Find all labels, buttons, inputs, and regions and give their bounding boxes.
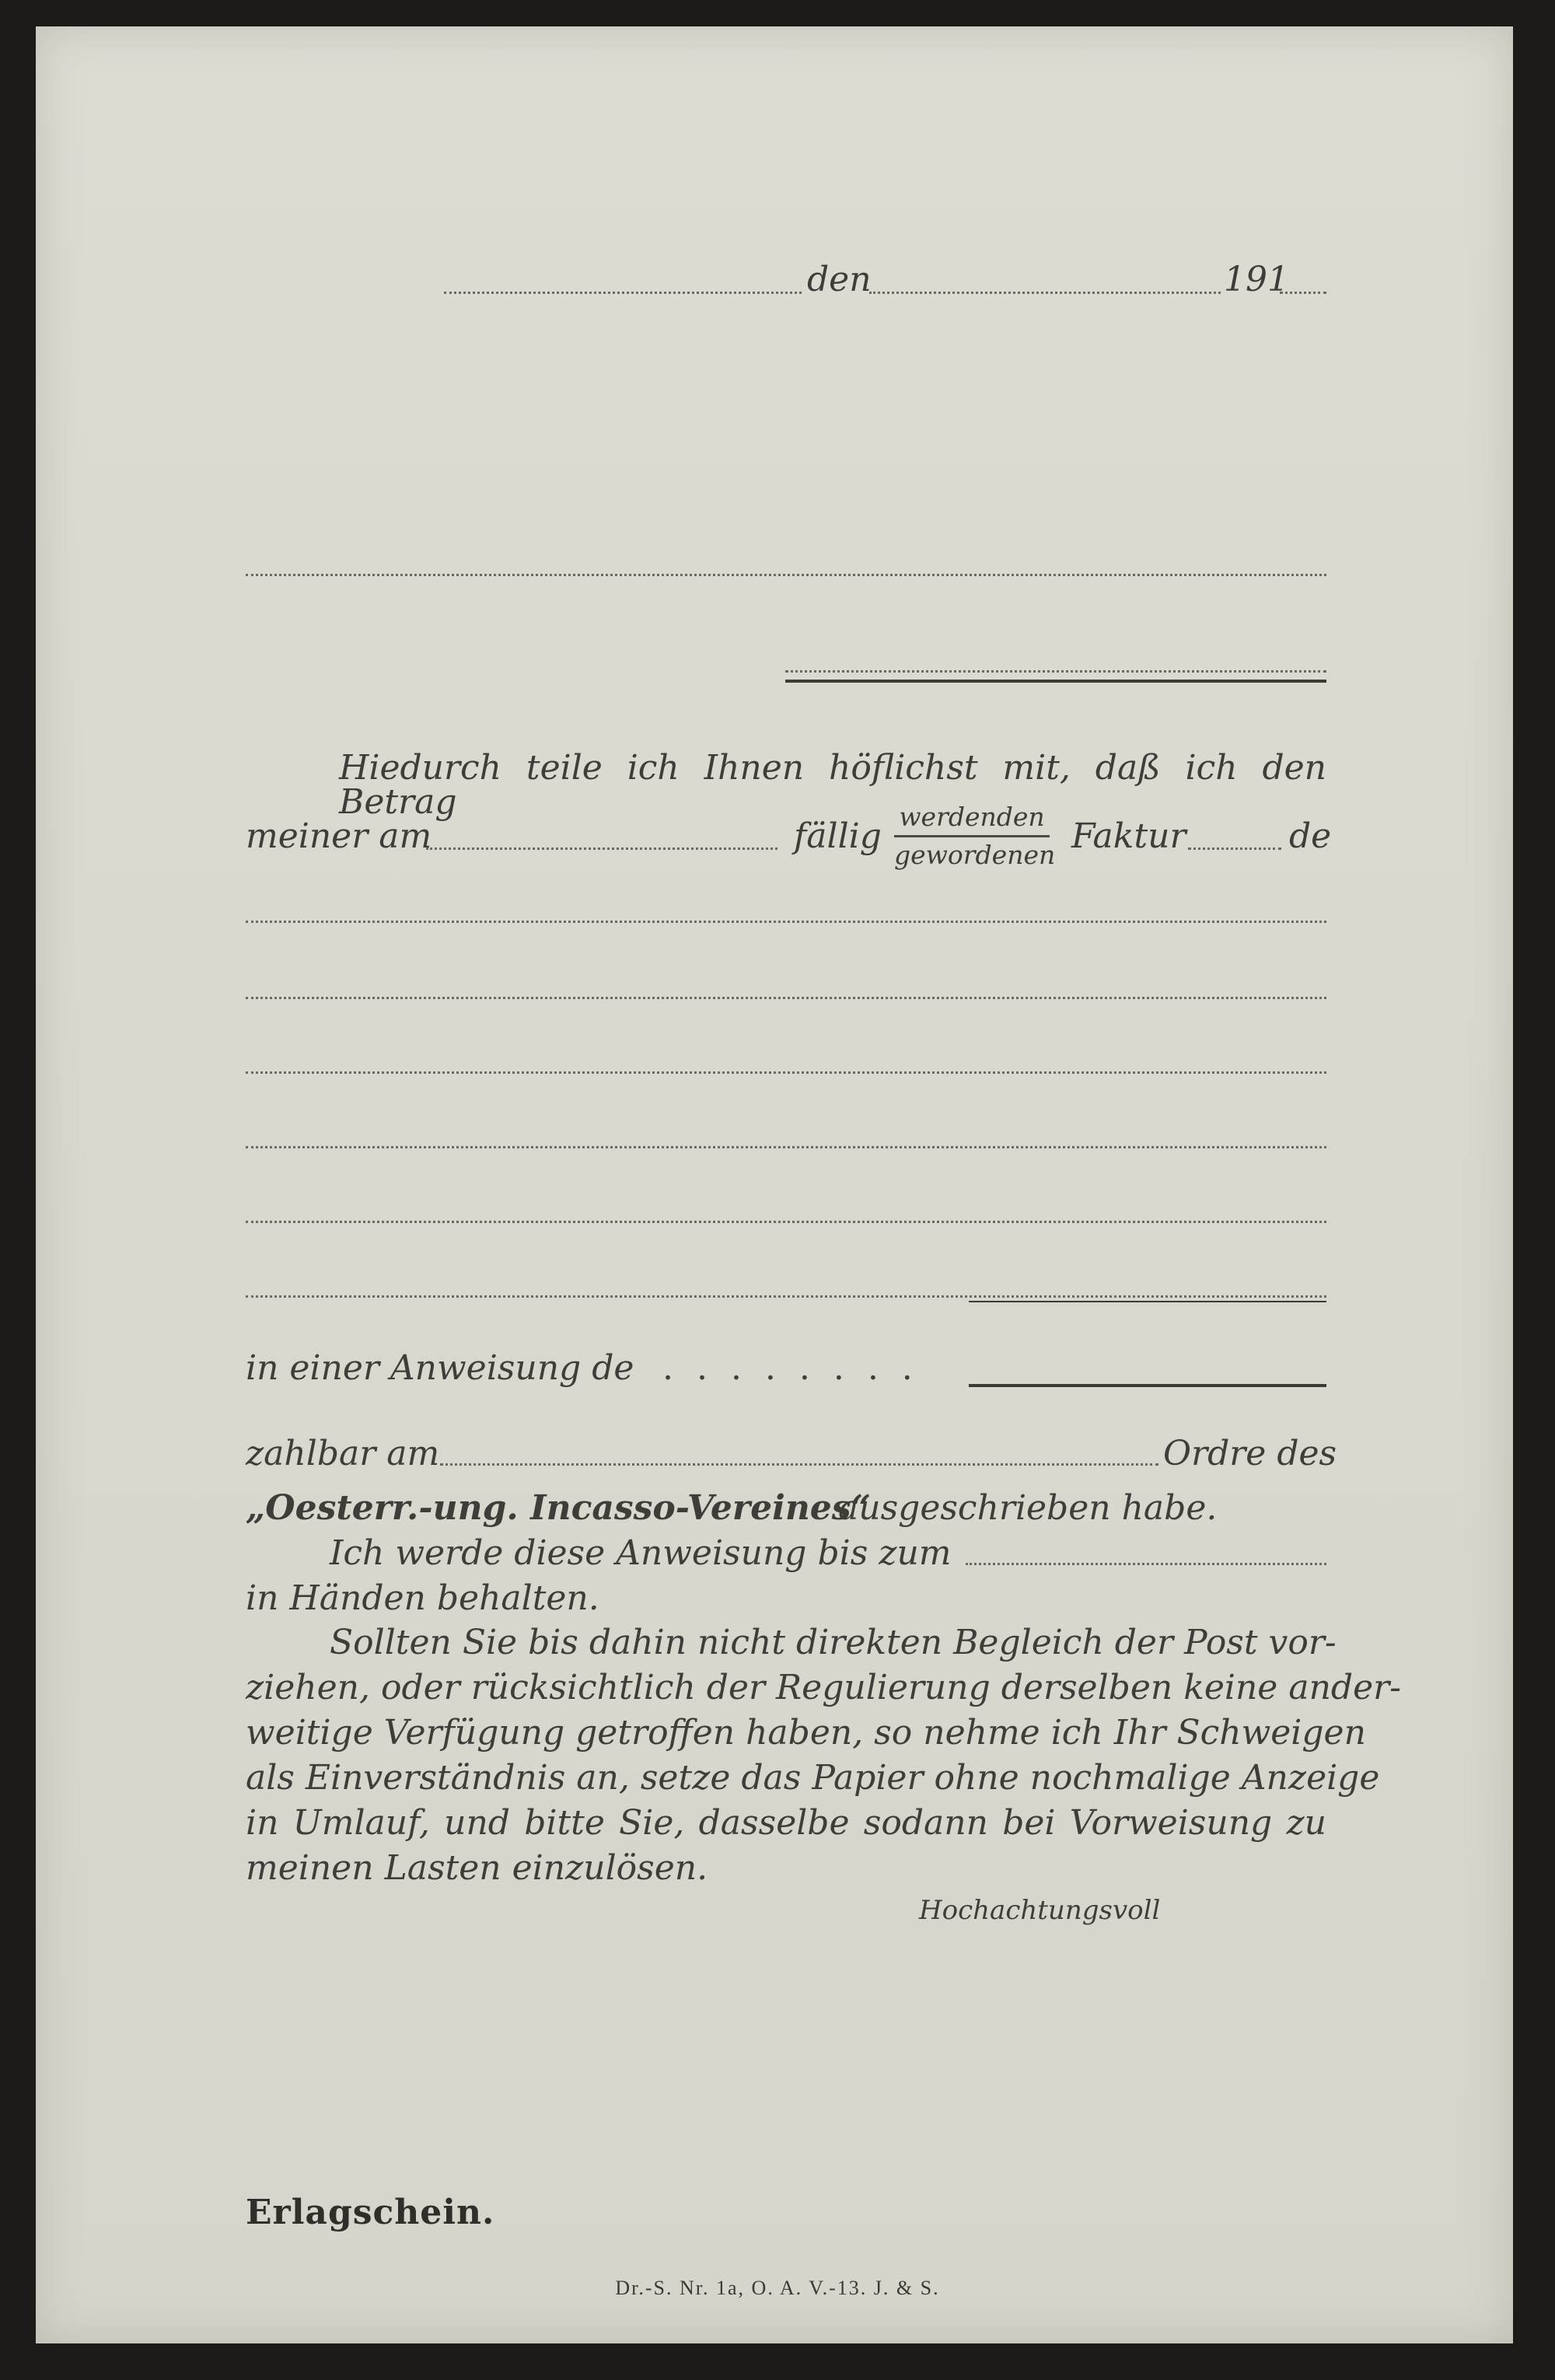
- zahlbar-am-label: zahlbar am: [246, 1434, 440, 1473]
- terms-row-6: meinen Lasten einzulösen.: [246, 1848, 708, 1888]
- anweisung-label: in einer Anweisung de: [246, 1348, 634, 1388]
- detail-line-4[interactable]: [246, 1146, 1326, 1148]
- hold-until-field[interactable]: [966, 1563, 1326, 1565]
- behalten-line: Ich werde diese Anweisung bis zum: [330, 1533, 952, 1573]
- terms-row-1: Sollten Sie bis dahin nicht direkten Begleich der Post vor-: [330, 1623, 1337, 1662]
- faellig-label: fällig: [794, 816, 882, 856]
- amount-top-rule: [969, 1301, 1326, 1302]
- amount-field[interactable]: [969, 1384, 1326, 1387]
- address-underline: [785, 680, 1326, 683]
- meiner-am-label: meiner am: [246, 816, 432, 856]
- intro-line: Hiedurch teile ich Ihnen höflichst mit, daß ich den Betrag: [339, 748, 1326, 822]
- faktur-label: Faktur: [1071, 816, 1186, 856]
- address-line-1[interactable]: [246, 574, 1326, 576]
- terms-paragraph: [246, 1620, 1402, 1891]
- detail-line-3[interactable]: [246, 1071, 1326, 1074]
- date-field[interactable]: [869, 292, 1221, 294]
- werdenden-gewordenen-fraction: [894, 802, 1056, 870]
- terms-row-4: als Einverständnis an, setze das Papier ohne nochmalige Anzeige: [246, 1758, 1380, 1798]
- address-line-2[interactable]: [785, 670, 1326, 673]
- detail-line-1[interactable]: [246, 921, 1326, 923]
- detail-line-2[interactable]: [246, 997, 1326, 999]
- payment-date-field[interactable]: [440, 1463, 1158, 1466]
- fraction-top: werdenden: [899, 802, 1045, 832]
- place-field[interactable]: [444, 292, 802, 294]
- ausgeschrieben-text: ausgeschrieben habe.: [838, 1488, 1218, 1528]
- invoice-date-field[interactable]: [426, 848, 778, 850]
- fraction-bottom: gewordenen: [894, 839, 1056, 870]
- de-label: de: [1289, 816, 1332, 856]
- detail-line-6[interactable]: [246, 1295, 1326, 1298]
- den-label: den: [807, 260, 872, 299]
- year-prefix: 191: [1224, 260, 1289, 299]
- faktur-field[interactable]: [1188, 848, 1281, 850]
- print-code: Dr.-S. Nr. 1a, O. A. V.-13. J. & S.: [615, 2277, 940, 2299]
- year-field[interactable]: [1280, 292, 1326, 294]
- terms-row-3: weitige Verfügung getroffen haben, so nehme ich Ihr Schweigen: [246, 1713, 1366, 1753]
- detail-line-5[interactable]: [246, 1221, 1326, 1223]
- closing-salutation: Hochachtungsvoll: [919, 1895, 1161, 1926]
- haenden-line: in Händen behalten.: [246, 1578, 599, 1618]
- verein-name: „Oesterr.-ung. Incasso-Vereines“: [246, 1488, 871, 1528]
- terms-row-2: ziehen, oder rücksichtlich der Regulierung derselben keine ander-: [246, 1668, 1402, 1707]
- fraction-bar: [894, 835, 1050, 837]
- ordre-des-label: Ordre des: [1163, 1434, 1337, 1473]
- terms-row-5: in Umlauf, und bitte Sie, dasselbe sodann bei Vorweisung zu: [246, 1803, 1326, 1843]
- form-content: [246, 0, 1402, 2380]
- anweisung-dots: . . . . . . . .: [662, 1348, 919, 1388]
- erlagschein-title: Erlagschein.: [246, 2193, 495, 2232]
